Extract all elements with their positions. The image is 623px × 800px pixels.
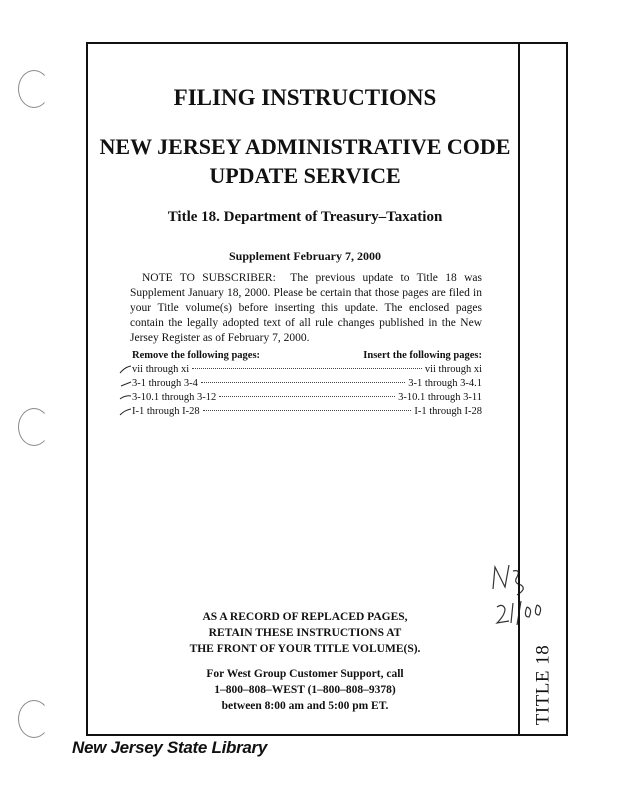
retain-line3: THE FRONT OF YOUR TITLE VOLUME(S). [189, 643, 421, 655]
remove-header: Remove the following pages: [132, 350, 261, 361]
pages-table-header [132, 350, 482, 364]
remove-range: 3-10.1 through 3-12 [132, 392, 217, 403]
subscriber-note [130, 271, 482, 346]
retain-line2: RETAIN THESE INSTRUCTIONS AT [208, 627, 402, 639]
insert-range: I-1 through I-28 [414, 406, 482, 417]
table-row [132, 364, 482, 378]
retain-notice [88, 609, 522, 657]
note-label: NOTE TO SUBSCRIBER: [142, 272, 276, 284]
table-row [132, 406, 482, 420]
leader-dots [203, 410, 412, 411]
check-mark-icon [119, 379, 132, 389]
department-title: Title 18. Department of Treasury–Taxation [167, 209, 443, 225]
document-body [88, 44, 522, 734]
table-row [132, 392, 482, 406]
pages-table [132, 350, 482, 420]
title-tab-label: TITLE 18 [532, 644, 554, 726]
support-hours: between 8:00 am and 5:00 pm ET. [221, 700, 389, 712]
check-mark-icon [119, 407, 132, 417]
table-row [132, 378, 482, 392]
punch-hole-bottom [18, 700, 50, 738]
note-text: The previous update to Title 18 was Supplement January 18, 2000. Please be certain that those pages are filed in your Title volume(s) before inserting this update. The enclosed pages contain the legally adopted text of all rule changes published in the New Jersey Register as of February 7, 2000. [130, 272, 482, 344]
code-title-line2: UPDATE SERVICE [209, 163, 401, 188]
check-mark-icon [119, 365, 132, 375]
support-line1: For West Group Customer Support, call [206, 668, 404, 680]
remove-range: 3-1 through 3-4 [132, 378, 198, 389]
punch-hole-top [18, 70, 50, 108]
leader-dots [201, 382, 405, 383]
support-phone: 1–800–808–WEST (1–800–808–9378) [214, 684, 396, 696]
title-tab [518, 44, 566, 734]
document-frame [86, 42, 568, 736]
remove-range: vii through xi [132, 364, 190, 375]
customer-support [88, 666, 522, 714]
insert-header: Insert the following pages: [363, 350, 482, 361]
insert-range: vii through xi [424, 364, 482, 375]
remove-range: I-1 through I-28 [132, 406, 200, 417]
retain-line1: AS A RECORD OF REPLACED PAGES, [202, 611, 408, 623]
leader-dots [192, 368, 422, 369]
supplement-date: Supplement February 7, 2000 [228, 249, 381, 263]
library-stamp: New Jersey State Library [72, 738, 268, 757]
insert-range: 3-1 through 3-4.1 [408, 378, 482, 389]
leader-dots [219, 396, 395, 397]
page-title: FILING INSTRUCTIONS [173, 85, 437, 110]
punch-hole-middle [18, 408, 50, 446]
code-title-line1: NEW JERSEY ADMINISTRATIVE CODE [99, 134, 511, 159]
check-mark-icon [119, 393, 132, 403]
code-title [88, 132, 522, 190]
insert-range: 3-10.1 through 3-11 [398, 392, 482, 403]
